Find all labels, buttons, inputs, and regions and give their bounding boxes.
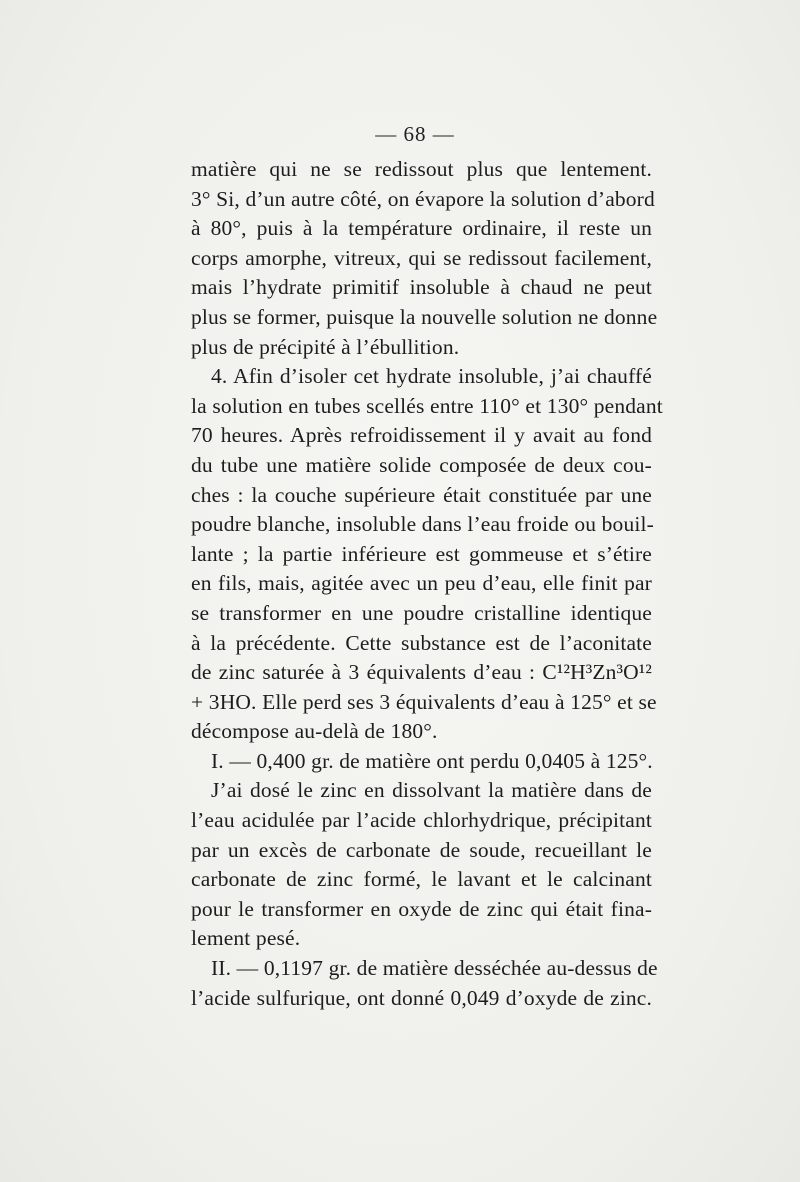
text-line: J’ai dosé le zinc en dissolvant la matière dans de	[211, 778, 652, 803]
text-line: décompose au-delà de 180°.	[191, 719, 438, 744]
text-line: plus de précipité à l’ébullition.	[191, 334, 460, 359]
text-line: mais l’hydrate primitif insoluble à chaud ne peut	[191, 275, 652, 300]
text-line: 4. Afin d’isoler cet hydrate insoluble, j’ai chauffé	[211, 364, 652, 389]
text-line: 70 heures. Après refroidissement il y avait au fond	[191, 423, 652, 448]
text-line: II. — 0,1197 gr. de matière desséchée au-dessus de	[211, 956, 658, 981]
text-line: se transformer en une poudre cristalline identique	[191, 600, 652, 625]
text-line: matière qui ne se redissout plus que lentement.	[191, 157, 652, 181]
text-line: + 3HO. Elle perd ses 3 équivalents d’eau à 125° et se	[191, 689, 657, 714]
text-line: en fils, mais, agitée avec un peu d’eau, elle finit par	[191, 571, 652, 596]
text-line: I. — 0,400 gr. de matière ont perdu 0,0405 à 125°.	[211, 748, 653, 773]
text-line: par un excès de carbonate de soude, recueillant le	[191, 837, 652, 862]
text-line: à la précédente. Cette substance est de l’aconitate	[191, 630, 652, 655]
text-line: carbonate de zinc formé, le lavant et le calcinant	[191, 867, 652, 892]
text-line: l’acide sulfurique, ont donné 0,049 d’oxyde de zinc.	[191, 985, 652, 1010]
text-line: corps amorphe, vitreux, qui se redissout facilement,	[191, 245, 652, 270]
text-line: de zinc saturée à 3 équivalents d’eau : C¹²H³Zn³O¹²	[191, 660, 652, 685]
text-line: pour le transformer en oxyde de zinc qui était fina-	[191, 896, 652, 921]
text-line: la solution en tubes scellés entre 110° et 130° pendant	[191, 393, 663, 418]
text-line: du tube une matière solide composée de deux cou-	[191, 452, 652, 477]
text-line: ches : la couche supérieure était constituée par une	[191, 482, 652, 507]
text-line: poudre blanche, insoluble dans l’eau froide ou bouil-	[191, 512, 654, 537]
text-line: 3° Si, d’un autre côté, on évapore la solution d’abord	[191, 186, 655, 211]
text-line: l’eau acidulée par l’acide chlorhydrique, précipitant	[191, 808, 652, 833]
body-text	[191, 155, 663, 1013]
text-line: lante ; la partie inférieure est gommeuse et s’étire	[191, 541, 652, 566]
text-line: lement pesé.	[191, 926, 301, 951]
text-line: à 80°, puis à la température ordinaire, il reste un	[191, 216, 652, 241]
page-number: — 68 —	[375, 122, 455, 146]
text-line: plus se former, puisque la nouvelle solution ne donne	[191, 304, 658, 329]
